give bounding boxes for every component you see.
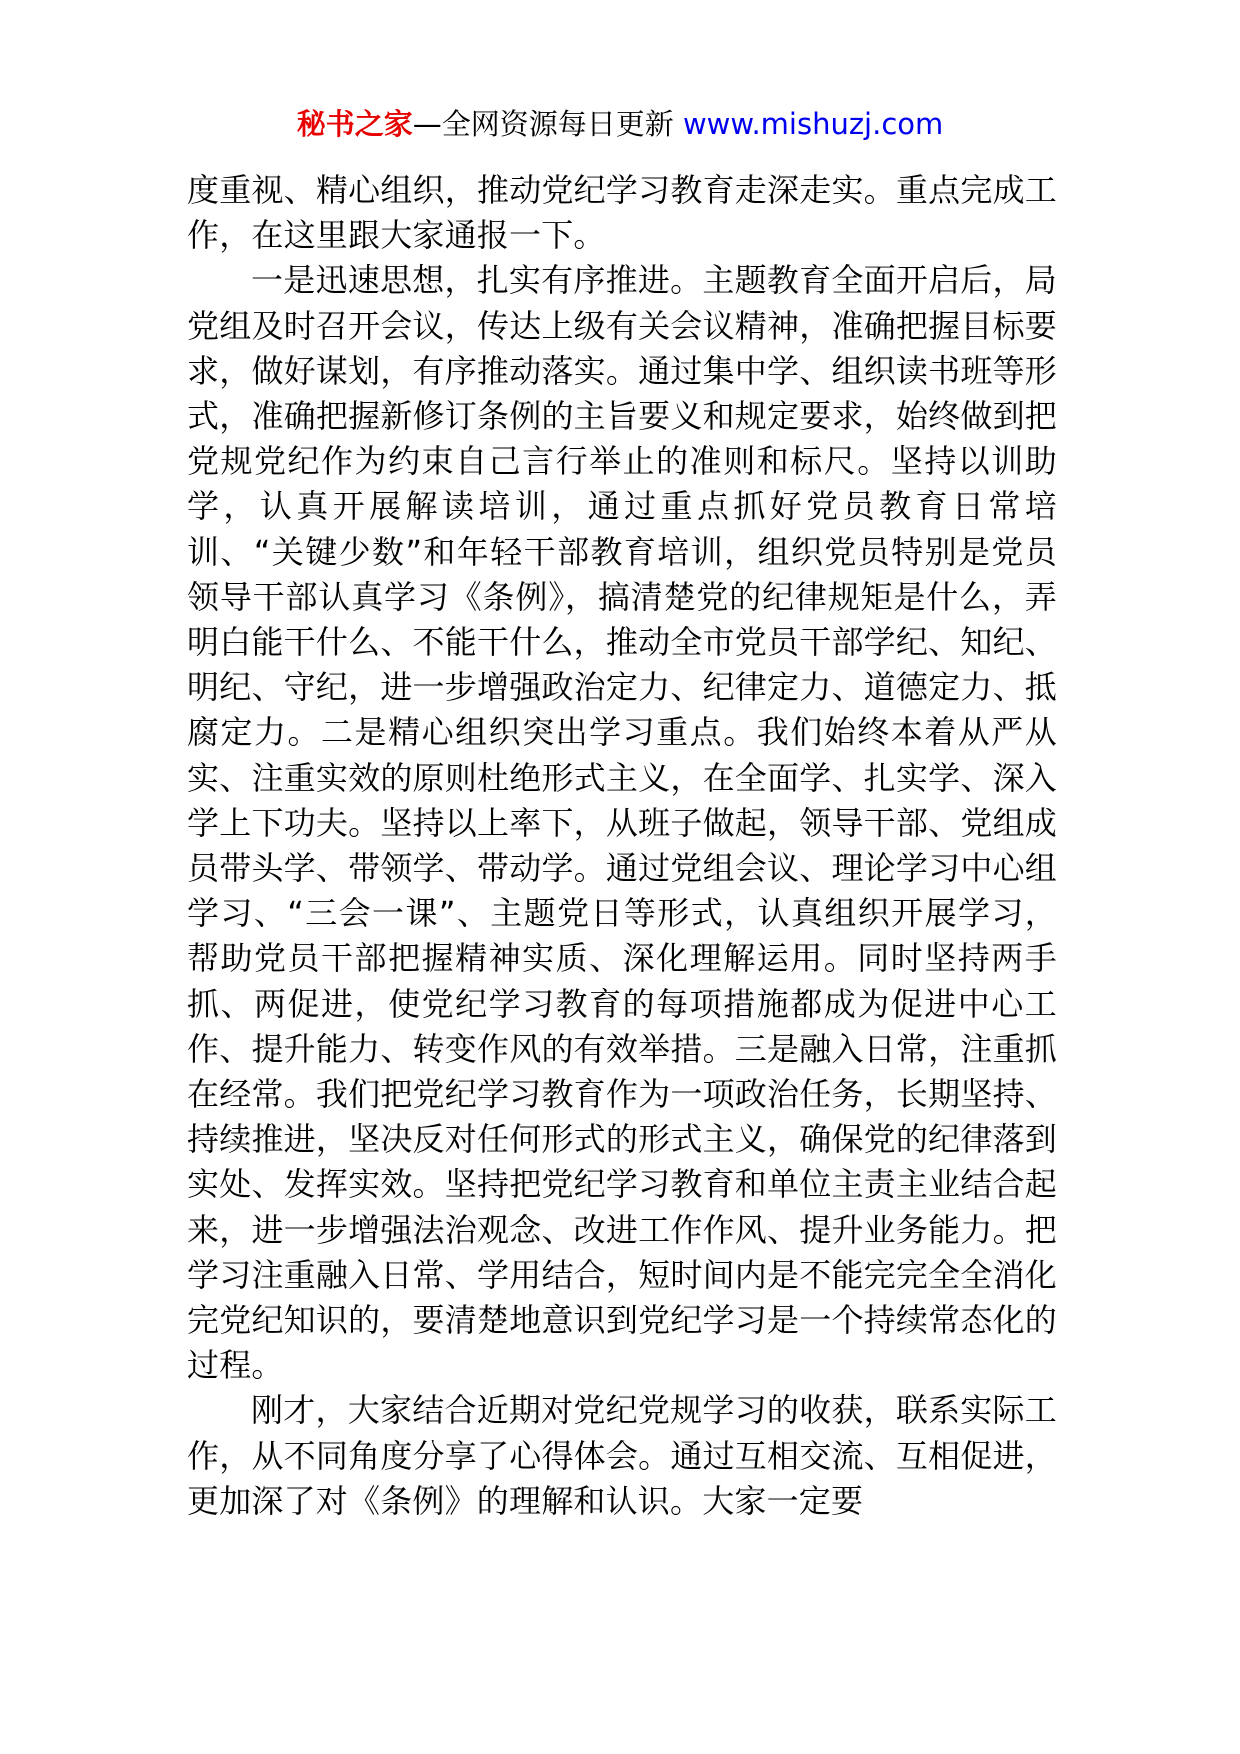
- site-header: [0, 102, 1240, 146]
- brand-name: 秘书之家: [296, 107, 413, 141]
- paragraph-main: 一是迅速思想，扎实有序推进。主题教育全面开启后，局党组及时召开会议，传达上级有关会议精神，准确把握目标要求，做好谋划，有序推动落实。通过集中学、组织读书班等形式，准确把握新修订条例的主旨要义和规定要求，始终做到把党规党纪作为约束自己言行举止的准则和标尺。坚持以训助学，认真开展解读培训，通过重点抓好党员教育日常培训、“关键少数”和年轻干部教育培训，组织党员特别是党员领导干部认真学习《条例》，搞清楚党的纪律规矩是什么，弄明白能干什么、不能干什么，推动全市党员干部学纪、知纪、明纪、守纪，进一步增强政治定力、纪律定力、道德定力、抵腐定力。二是精心组织突出学习重点。我们始终本着从严从实、注重实效的原则杜绝形式主义，在全面学、扎实学、深入学上下功夫。坚持以上率下，从班子做起，领导干部、党组成员带头学、带领学、带动学。通过党组会议、理论学习中心组学习、“三会一课”、主题党日等形式，认真组织开展学习，帮助党员干部把握精神实质、深化理解运用。同时坚持两手抓、两促进，使党纪学习教育的每项措施都成为促进中心工作、提升能力、转变作风的有效举措。三是融入日常，注重抓在经常。我们把党纪学习教育作为一项政治任务，长期坚持、持续推进，坚决反对任何形式的形式主义，确保党的纪律落到实处、发挥实效。坚持把党纪学习教育和单位主责主业结合起来，进一步增强法治观念、改进工作作风、提升业务能力。把学习注重融入日常、学用结合，短时间内是不能完完全全消化完党纪知识的，要清楚地意识到党纪学习是一个持续常态化的过程。: [187, 261, 1057, 1385]
- site-url-link[interactable]: www.mishuzj.com: [682, 107, 944, 141]
- paragraph-continuation: 度重视、精心组织，推动党纪学习教育走深走实。重点完成工作，在这里跟大家通报一下。: [187, 171, 1057, 255]
- site-tagline: —全网资源每日更新: [412, 107, 683, 141]
- document-body: [187, 168, 1057, 1524]
- paragraph-closing: 刚才，大家结合近期对党纪党规学习的收获，联系实际工作，从不同角度分享了心得体会。通过互相交流、互相促进，更加深了对《条例》的理解和认识。大家一定要: [187, 1391, 1057, 1520]
